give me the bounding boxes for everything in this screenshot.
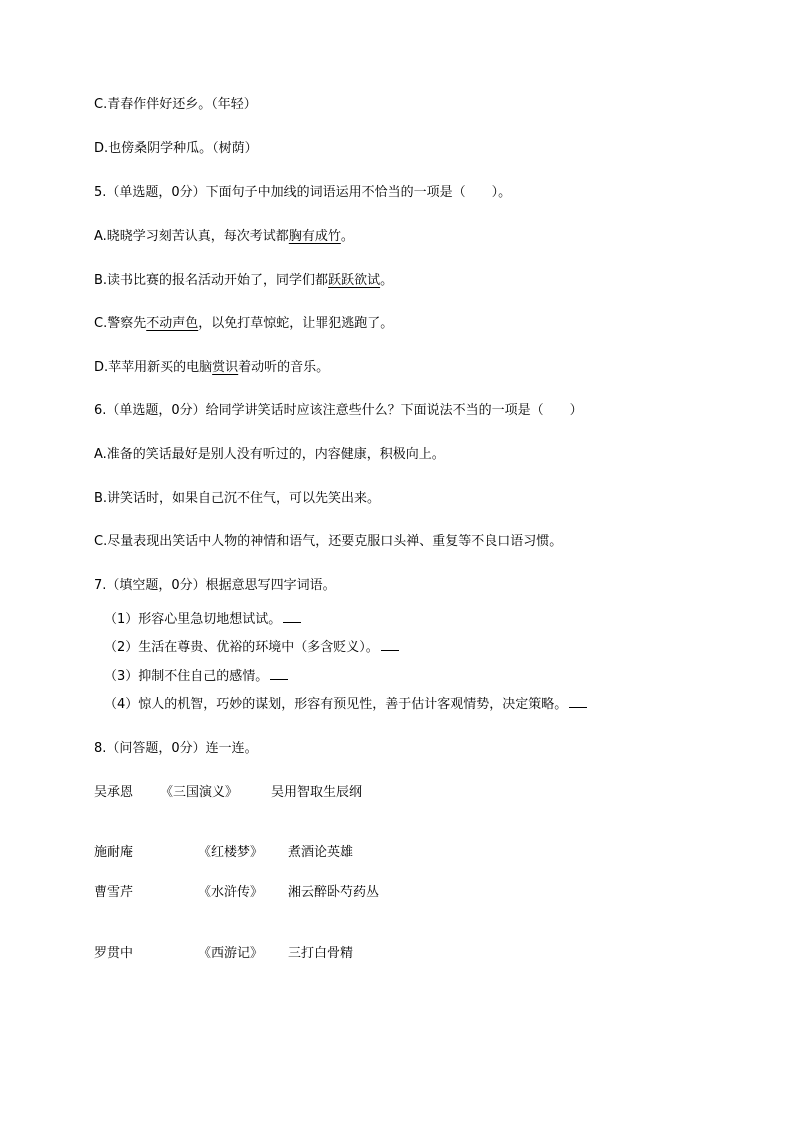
book-cell[interactable]: 《红楼梦》	[198, 845, 264, 860]
q7-item-4-text: （4）惊人的机智，巧妙的谋划，形容有预见性，善于估计客观情势，决定策略。	[104, 697, 568, 712]
q5-option-d-text: D.苹苹用新买的电脑	[94, 360, 213, 375]
q7-item-3	[104, 667, 288, 686]
book-cell[interactable]: 《西游记》	[198, 946, 264, 961]
q5-option-c-end: ，以免打草惊蛇，让罪犯逃跑了。	[198, 316, 394, 331]
q5-option-c-underlined-word: 不动声色	[146, 316, 199, 331]
book-cell[interactable]: 《水浒传》	[198, 885, 264, 900]
q5-option-c-text: C.警察先	[94, 316, 147, 331]
q7-item-4	[104, 695, 587, 714]
episode-cell[interactable]: 湘云醉卧芍药丛	[288, 885, 380, 900]
q5-option-c	[94, 315, 393, 333]
q5-option-d-underlined-word: 赏识	[212, 360, 239, 375]
q4-option-d: D.也傍桑阴学种瓜。（树荫）	[94, 141, 258, 156]
q5-option-d-end: 着动听的音乐。	[238, 360, 330, 375]
q5-option-b-end: 。	[380, 273, 394, 288]
q5-stem: 5.（单选题，0分）下面句子中加线的词语运用不恰当的一项是（ ）。	[94, 185, 512, 200]
author-cell[interactable]: 施耐庵	[94, 845, 134, 860]
q5-option-b	[94, 272, 393, 290]
episode-cell[interactable]: 吴用智取生辰纲	[271, 785, 363, 800]
q7-answer-blank-3[interactable]	[270, 667, 288, 680]
q7-item-2-text: （2）生活在尊贵、优裕的环境中（多含贬义）。	[104, 640, 379, 655]
q6-stem: 6.（单选题，0分）给同学讲笑话时应该注意些什么？下面说法不当的一项是（ ）	[94, 403, 583, 418]
author-cell[interactable]: 罗贯中	[94, 946, 134, 961]
q5-option-a-end: 。	[340, 229, 354, 244]
q5-option-d	[94, 359, 329, 377]
q8-stem: 8.（问答题，0分）连一连。	[94, 741, 258, 756]
q5-option-a-underlined-word: 胸有成竹	[288, 229, 341, 244]
q6-option-c: C.尽量表现出笑话中人物的神情和语气，还要克服口头禅、重复等不良口语习惯。	[94, 534, 563, 549]
episode-cell[interactable]: 煮酒论英雄	[288, 845, 354, 860]
q7-item-1	[104, 610, 301, 629]
q7-answer-blank-2[interactable]	[381, 638, 399, 651]
author-cell[interactable]: 吴承恩	[94, 785, 134, 800]
episode-cell[interactable]: 三打白骨精	[288, 946, 354, 961]
q7-answer-blank-1[interactable]	[283, 610, 301, 623]
q5-option-a	[94, 228, 354, 246]
q5-option-b-underlined-word: 跃跃欲试	[328, 273, 381, 288]
q5-option-b-text: B.读书比赛的报名活动开始了，同学们都	[94, 273, 329, 288]
q6-option-b: B.讲笑话时，如果自己沉不住气，可以先笑出来。	[94, 491, 381, 506]
q7-item-2	[104, 638, 399, 657]
book-cell[interactable]: 《三国演义》	[160, 785, 239, 800]
q7-answer-blank-4[interactable]	[569, 695, 587, 708]
author-cell[interactable]: 曹雪芹	[94, 885, 134, 900]
q4-option-c: C.青春作伴好还乡。（年轻）	[94, 97, 257, 112]
q7-stem: 7.（填空题，0分）根据意思写四字词语。	[94, 578, 336, 593]
q7-item-3-text: （3）抑制不住自己的感情。	[104, 669, 269, 684]
q5-option-a-text: A.晓晓学习刻苦认真，每次考试都	[94, 229, 289, 244]
q7-item-1-text: （1）形容心里急切地想试试。	[104, 612, 282, 627]
q6-option-a: A.准备的笑话最好是别人没有听过的，内容健康，积极向上。	[94, 447, 445, 462]
